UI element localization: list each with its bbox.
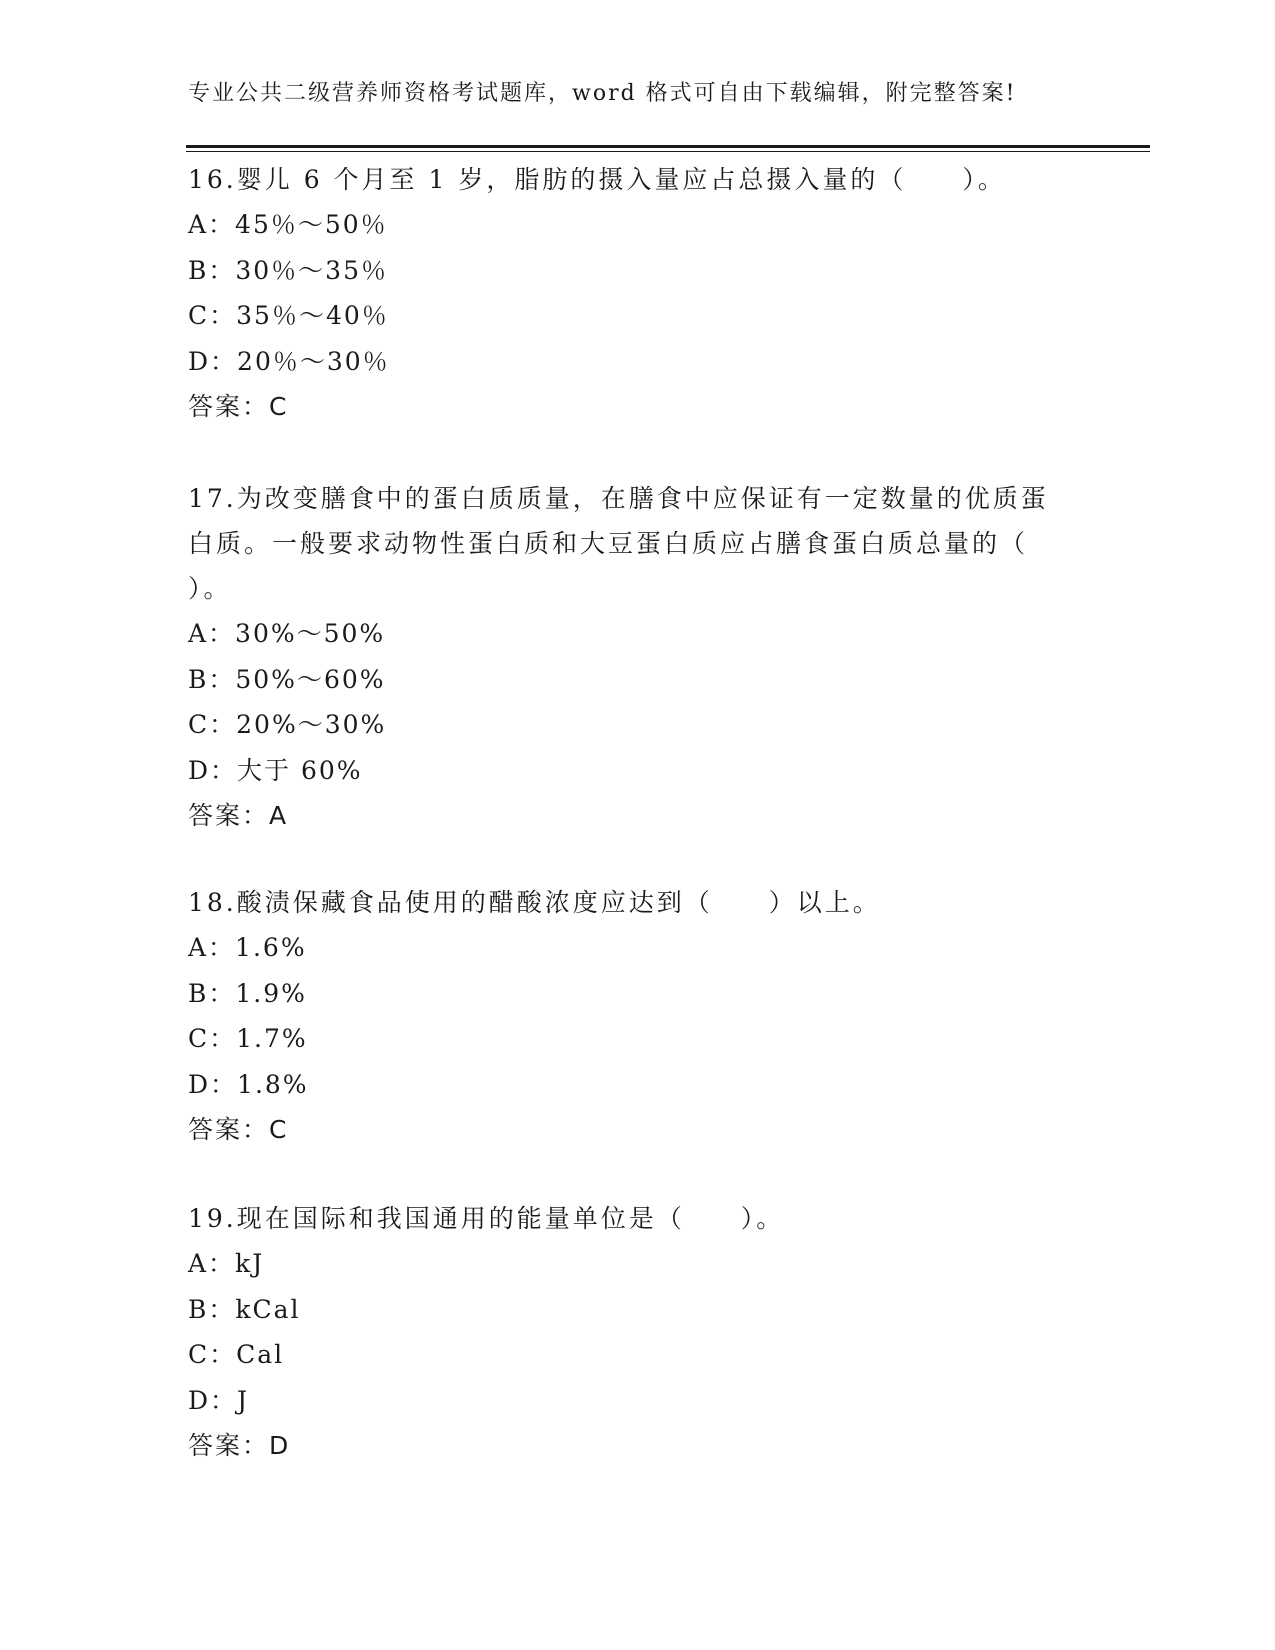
question-stem: 16.婴儿 6 个月至 1 岁，脂肪的摄入量应占总摄入量的（ ）。 (188, 165, 1006, 194)
option-b: B：30％～35％ (188, 255, 388, 285)
option-b: B：1.9% (188, 978, 307, 1008)
option-c: C：20%～30% (188, 710, 387, 739)
question-19 (188, 1196, 1088, 1468)
question-stem-line-2: 白质。一般要求动物性蛋白质和大豆蛋白质应占膳食蛋白质总量的（ (188, 529, 1029, 558)
option-d: D：大于 60% (188, 755, 363, 785)
answer: 答案：D (188, 1431, 291, 1460)
question-18 (188, 880, 1088, 1152)
question-stem: 18.酸渍保藏食品使用的醋酸浓度应达到（ ）以上。 (188, 888, 881, 917)
option-d: D：20％～30％ (188, 346, 390, 376)
answer: 答案：A (188, 801, 289, 830)
question-stem: 19.现在国际和我国通用的能量单位是（ ）。 (188, 1204, 785, 1233)
option-c: C：Cal (188, 1340, 285, 1369)
option-b: B：kCal (188, 1294, 301, 1324)
option-c: C：35％～40％ (188, 301, 389, 330)
page-header: 专业公共二级营养师资格考试题库，word 格式可自由下载编辑，附完整答案! (188, 81, 1017, 106)
question-stem-line-1: 17.为改变膳食中的蛋白质质量，在膳食中应保证有一定数量的优质蛋 (188, 484, 1049, 513)
question-17 (188, 476, 1088, 838)
header-rule-thin (186, 151, 1150, 152)
option-b: B：50%～60% (188, 664, 386, 694)
option-c: C：1.7% (188, 1024, 308, 1053)
answer: 答案：C (188, 1115, 289, 1144)
option-a: A：45％～50％ (188, 210, 388, 239)
option-a: A：30%～50% (188, 619, 386, 648)
answer: 答案：C (188, 392, 289, 421)
question-16 (188, 157, 1088, 429)
option-a: A：1.6% (188, 933, 307, 962)
option-a: A：kJ (188, 1249, 265, 1278)
question-stem-line-3: ）。 (188, 574, 232, 603)
option-d: D：1.8% (188, 1069, 309, 1099)
header-rule-thick (186, 145, 1150, 148)
option-d: D：J (188, 1385, 250, 1415)
